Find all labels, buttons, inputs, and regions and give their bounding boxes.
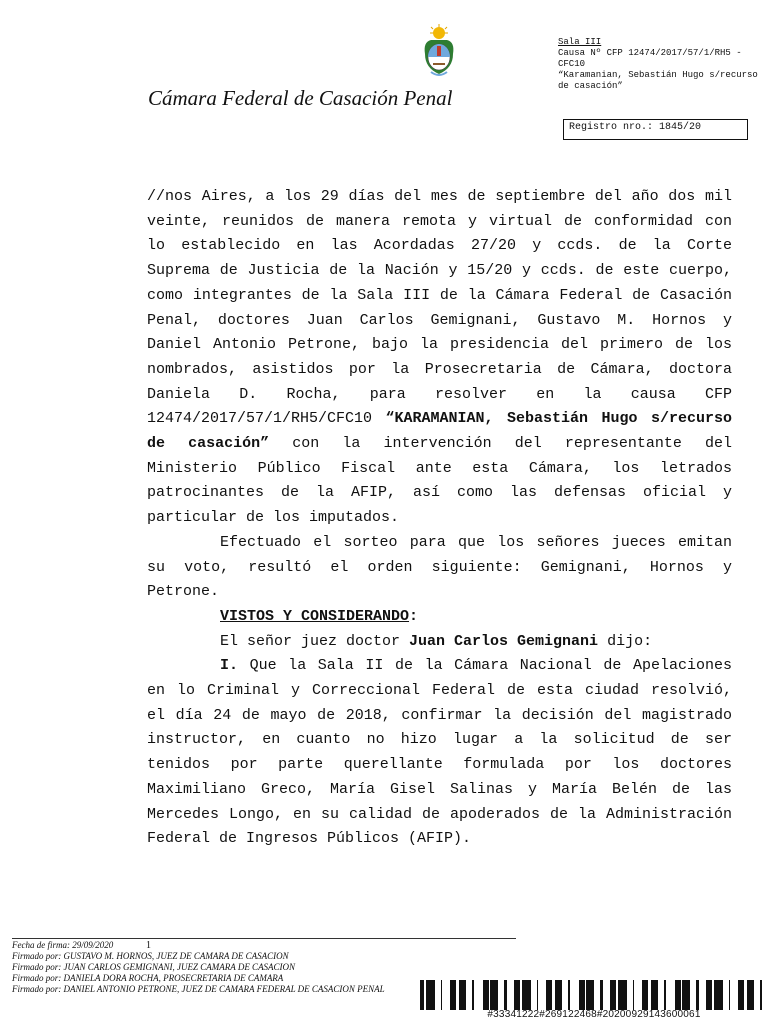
paragraph-sorteo: Efectuado el sorteo para que los señores jueces emitan su voto, resultó el orden siguiente: Gemignani, Hornos y Petrone. <box>147 533 732 601</box>
barcode <box>420 980 768 1010</box>
causa-number: Causa Nº CFP 12474/2017/57/1/RH5 - CFC10 <box>558 48 748 69</box>
page-number: 1 <box>146 940 151 951</box>
case-caption: “Karamanian, Sebastián Hugo s/recurso de casación” <box>558 70 764 91</box>
signer-line: Firmado por: DANIEL ANTONIO PETRONE, JUEZ DE CAMARA FEDERAL DE CASACION PENAL <box>12 984 385 994</box>
document-body <box>147 185 732 852</box>
case-header <box>558 37 763 92</box>
signer-line: Firmado por: DANIELA DORA ROCHA, PROSECRETARIA DE CAMARA <box>12 973 284 983</box>
vistos-heading: VISTOS Y CONSIDERANDO: <box>220 607 419 625</box>
paragraph-opening: //nos Aires, a los 29 días del mes de septiembre del año dos mil veinte, reunidos de manera remota y virtual de conformidad con lo establecido en las Acordadas 27/20 y ccds. de la Corte Suprema de Justicia de la Nación y 15/20 y ccds. de este cuerpo, como integrantes de la Sala III de la Cámara Federal de Casación Penal, doctores Juan Carlos Gemignani, Gustavo M. Hornos y Daniel Antonio Petrone, bajo la presidencia del primero de los nombrados, asistidos por la Prosecretaria de Cámara, doctora Daniela D. Rocha, para resolver en la causa CFP 12474/2017/57/1/RH5/CFC10 “KARAMANIAN, Sebastián Hugo s/recurso de casación” con la intervención del representante del Ministerio Público Fiscal ante esta Cámara, los letrados patrocinantes de la AFIP, así como las defensas oficial y particular de los imputados. <box>147 188 732 527</box>
paragraph-juez: El señor juez doctor Juan Carlos Gemignani dijo: <box>220 632 653 650</box>
registro-box: Registro nro.: 1845/20 <box>563 119 748 140</box>
signature-block <box>12 940 482 995</box>
coat-of-arms-seal <box>419 24 459 80</box>
barcode-text: #33341222#269122468#20200929143600061 <box>487 1009 701 1020</box>
footer-divider <box>12 938 516 939</box>
paragraph-i: I. Que la Sala II de la Cámara Nacional de Apelaciones en lo Criminal y Correccional Federal de esta ciudad resolvió, el día 24 de mayo de 2018, confirmar la decisión del magistrado instructor, en cuanto no hizo lugar a la solicitud de ser tenidos por parte querellante formulada por los doctores Maximiliano Greco, María Gisel Salinas y María Belén de las Mercedes Longo, en su calidad de apoderados de la Administración Federal de Ingresos Públicos (AFIP). <box>147 657 732 848</box>
signature-date: Fecha de firma: 29/09/2020 <box>12 940 114 950</box>
sala-label: Sala III <box>558 37 602 47</box>
signer-line: Firmado por: JUAN CARLOS GEMIGNANI, JUEZ CAMARA DE CASACION <box>12 962 296 972</box>
court-name: Cámara Federal de Casación Penal <box>148 86 453 110</box>
signer-line: Firmado por: GUSTAVO M. HORNOS, JUEZ DE CAMARA DE CASACION <box>12 951 289 961</box>
